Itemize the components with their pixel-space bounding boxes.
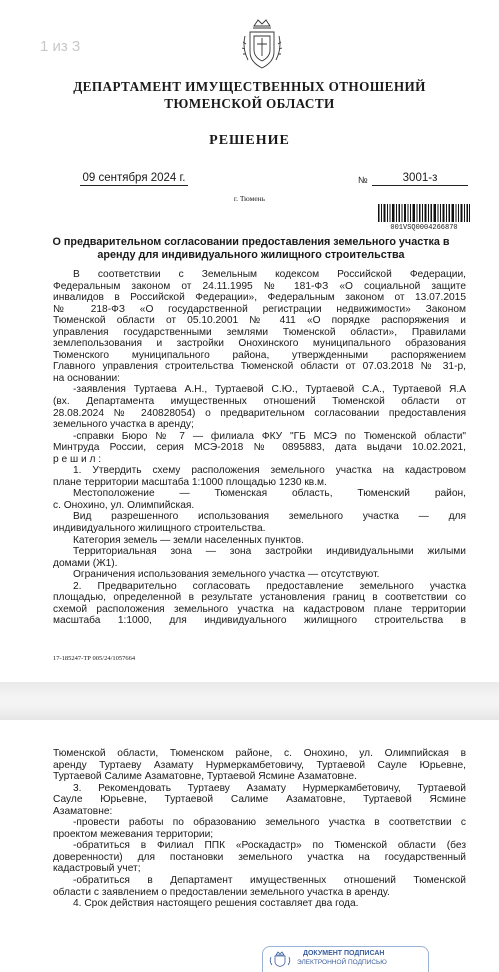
footer-code: 17-185247-ТР 005/24/1057664 — [53, 655, 136, 662]
text-line: Главного управления строительства Тюменской области от 07.03.2018 № 31-р, — [53, 361, 466, 373]
text-line: Тюменской области, Тюменском районе, с. Онохино, ул. Олимпийская в — [53, 748, 466, 759]
text-line: -обратиться в Департамент имущественных отношений Тюменской — [73, 875, 466, 887]
barcode — [378, 204, 470, 222]
document-date: 09 сентября 2024 г. — [80, 172, 188, 186]
text-line: 4. Срок действия настоящего решения составляет два года. — [73, 898, 359, 910]
text-line: Федеральным законом от 24.11.1995 № 181-ФЗ «О социальной защите — [53, 280, 466, 292]
page-counter: 1 из 3 — [40, 38, 81, 55]
document-title: О предварительном согласовании предоставления земельного участка в аренду для индивидуального жилищного строительства — [52, 236, 450, 261]
text-line: Азаматовне: — [53, 805, 113, 817]
text-line: доверенности) для постановки земельного участка на государственный — [53, 851, 466, 863]
text-line: масштаба 1:1000, для индивидуального жилищного строительства в — [53, 615, 466, 627]
text-line: (вх. Департамента имущественных отношений Тюменской области от — [53, 396, 466, 408]
coat-of-arms-icon — [269, 951, 291, 967]
text-line: -справки Бюро № 7 — филиала ФКУ "ГБ МСЭ по Тюменской области" — [73, 430, 466, 442]
document-number: 3001-з — [372, 172, 468, 186]
decision-text-page-2 — [53, 748, 466, 910]
department-name: ДЕПАРТАМЕНТ ИМУЩЕСТВЕННЫХ ОТНОШЕНИЙ ТЮМЕНСКОЙ ОБЛАСТИ — [73, 79, 426, 111]
text-line: 2. Предварительно согласовать предоставление земельного участка — [73, 580, 466, 592]
text-line: Туртаевой Салиме Азаматовне, Туртаевой Ясмине Азаматовне. — [53, 771, 357, 783]
text-line: на основании: — [53, 372, 120, 384]
text-line: В соответствии с Земельным кодексом Российской Федерации, — [73, 269, 466, 280]
page-separator — [0, 682, 499, 720]
text-line: Категория земель — земли населенных пунктов. — [73, 534, 304, 546]
text-line: области с заявлением о предоставлении земельного участка в аренду. — [53, 886, 390, 898]
text-line: 1. Утвердить схему расположения земельного участка на кадастровом — [73, 465, 466, 477]
stamp-line-2: ЭЛЕКТРОННОЙ ПОДПИСЬЮ — [297, 959, 387, 966]
text-line: Территориальная зона — зона застройки индивидуальными жилыми — [73, 546, 466, 558]
text-line: кадастровый учет; — [53, 863, 141, 875]
text-line: инвалидов в Российской Федерации», Федеральным законом от 13.07.2015 — [53, 292, 466, 304]
text-line: Ограничения использования земельного участка — отсутствуют. — [73, 569, 380, 581]
text-line: аренду Туртаеву Азамату Нурмеркамбетовичу, Туртаевой Сауле Юрьевне, — [53, 759, 466, 771]
number-sign: № — [358, 175, 368, 185]
text-line: Тюменской области от 05.10.2001 № 411 «О порядке распоряжения и — [53, 315, 466, 327]
text-line: Тюменского муниципального района, утвержденными распоряжением — [53, 349, 466, 361]
decision-text-page-1 — [53, 269, 466, 627]
city: г. Тюмень — [233, 194, 266, 203]
text-line: № 218-ФЗ «О государственной регистрации недвижимости» Законом — [53, 303, 466, 315]
text-line: -провести работы по образованию земельного участка в соответствии с — [73, 817, 466, 829]
text-line: земельного участка в аренду; — [53, 419, 194, 431]
document-type: РЕШЕНИЕ — [209, 133, 290, 148]
barcode-number: 001VSQ0004266870 — [390, 224, 458, 232]
text-line: -обратиться в Филиал ППК «Роскадастр» по Тюменской области (без — [73, 840, 466, 852]
stamp-line-1: ДОКУМЕНТ ПОДПИСАН — [303, 950, 385, 957]
text-line: плане территории масштаба 1:1000 площадью 1230 кв.м. — [53, 476, 327, 488]
text-line: Вид разрешенного использования земельного участка — для — [73, 511, 466, 523]
text-line: землепользования и застройки Онохинского муниципального образования — [53, 338, 466, 350]
text-line: площадью, определенной в результате установления границ в соответствии со — [53, 592, 466, 604]
text-line: 3. Рекомендовать Туртаеву Азамату Нурмеркамбетовичу, Туртаевой — [73, 782, 466, 794]
text-line: с. Онохино, ул. Олимпийская. — [53, 499, 195, 511]
text-line: схемой расположения земельного участка на кадастровом плане территории — [53, 603, 466, 615]
text-line: 28.08.2024 № 240828054) о предварительном согласовании предоставления — [53, 407, 466, 419]
text-line: Сауле Юрьевне, Туртаевой Салиме Азаматовне, Туртаевой Ясмине — [53, 794, 466, 806]
text-line: управления государственными землями Тюменской области», Правилами — [53, 326, 466, 338]
text-line: проектом межевания территории; — [53, 828, 214, 840]
text-line: -заявления Туртаева А.Н., Туртаевой С.Ю., Туртаевой С.А., Туртаевой Я.А — [73, 384, 466, 396]
text-line: индивидуального жилищного строительства. — [53, 523, 266, 535]
e-signature-stamp — [262, 946, 429, 972]
text-line: р е ш и л : — [53, 453, 102, 465]
text-line: домами (Ж1). — [53, 557, 118, 569]
text-line: Минтруда России, серия МСЭ-2018 № 0895883, дата выдачи 10.02.2021, — [53, 442, 466, 454]
coat-of-arms-icon — [240, 16, 284, 72]
text-line: Местоположение — Тюменская область, Тюменский район, — [73, 488, 466, 500]
